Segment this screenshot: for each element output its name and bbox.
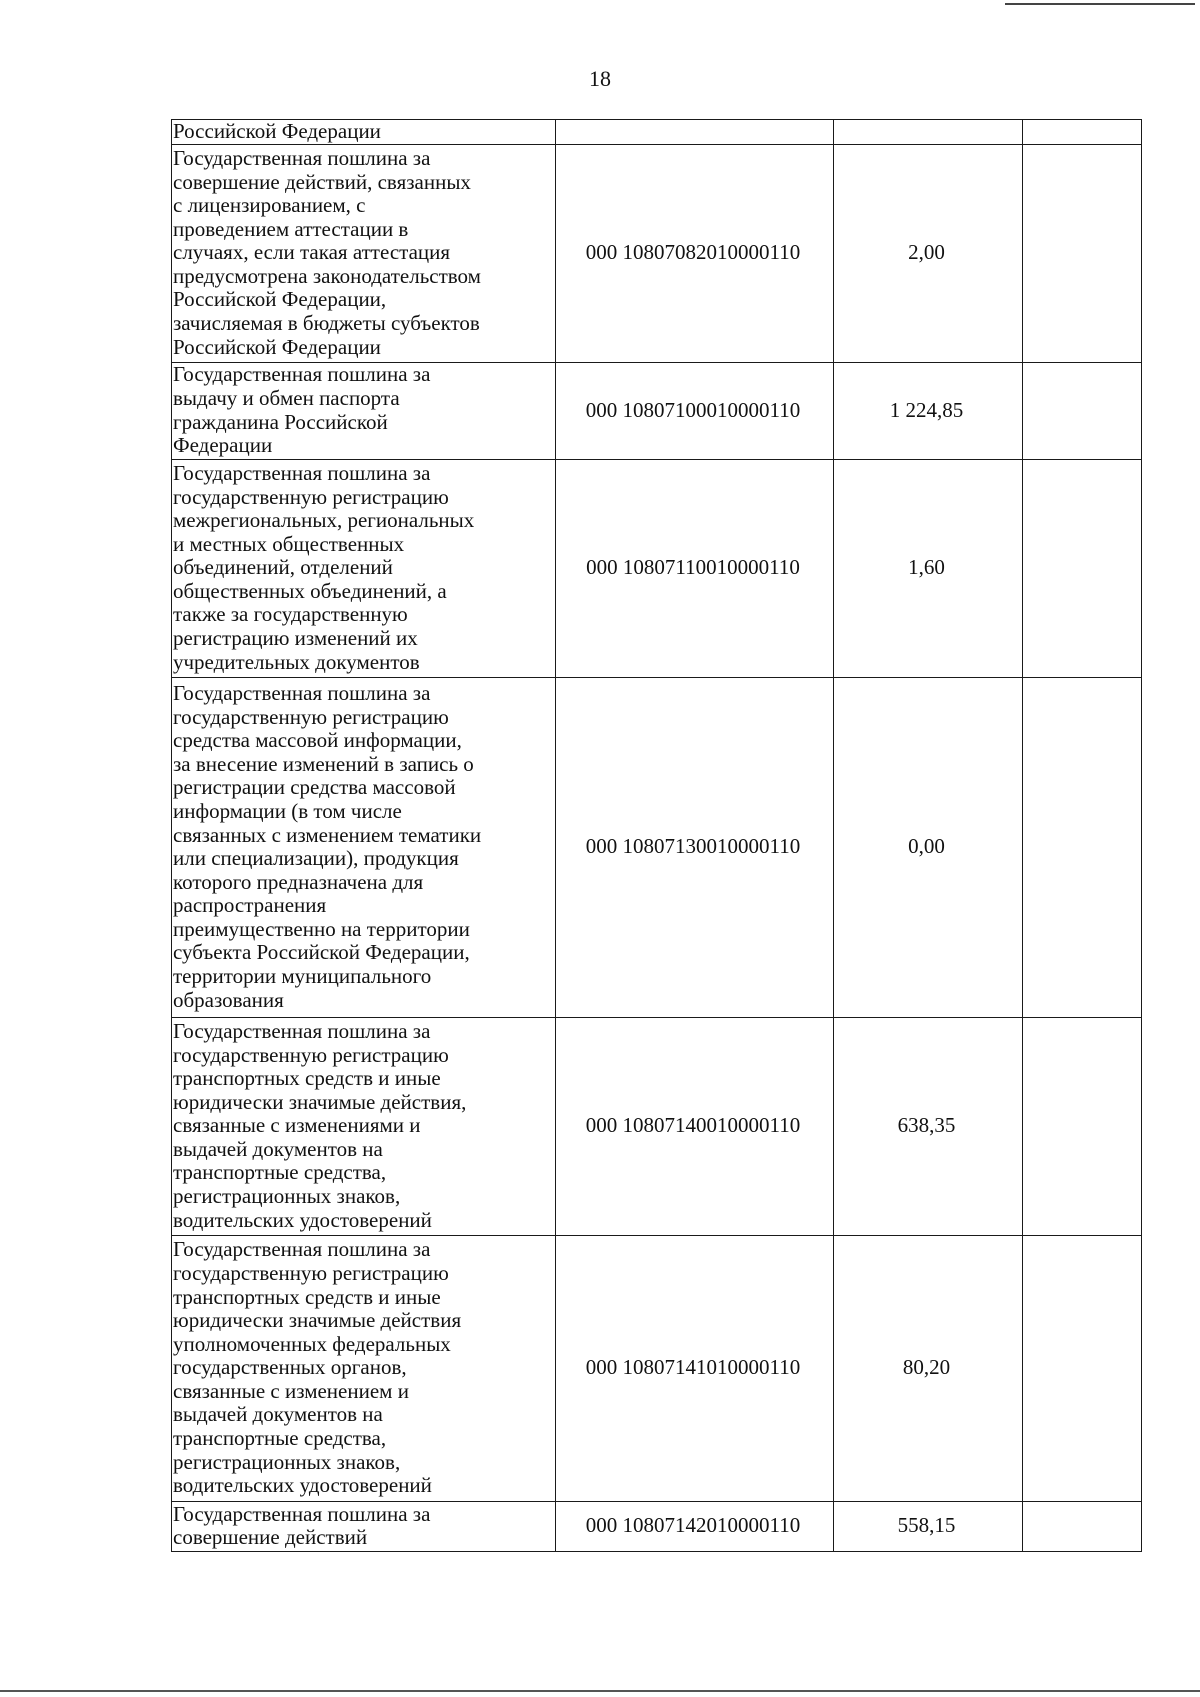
empty-cell	[1023, 362, 1142, 459]
budget-code-cell: 000 10807082010000110	[556, 144, 834, 362]
budget-code-cell: 000 10807142010000110	[556, 1501, 834, 1551]
revenue-table	[171, 119, 1142, 1552]
empty-cell	[1023, 677, 1142, 1017]
amount-cell: 0,00	[834, 677, 1023, 1017]
income-name-cell: Государственная пошлина за государственную регистрацию транспортных средств и иные юридически значимые действия уполномоченных федеральных государственных органов, связанные с изменением и выдачей документов на транспортные средства, регистрационных знаков, водительских удостоверений	[172, 1235, 556, 1501]
budget-code-cell: 000 10807140010000110	[556, 1017, 834, 1235]
table-row	[172, 1235, 1142, 1501]
table-row	[172, 677, 1142, 1017]
budget-code-cell: 000 10807130010000110	[556, 677, 834, 1017]
amount-cell	[834, 120, 1023, 145]
table-row	[172, 1017, 1142, 1235]
bottom-edge-rule	[0, 1690, 1200, 1692]
empty-cell	[1023, 144, 1142, 362]
empty-cell	[1023, 459, 1142, 677]
budget-code-cell: 000 10807100010000110	[556, 362, 834, 459]
income-name-cell: Российской Федерации	[172, 120, 556, 145]
income-name-cell: Государственная пошлина за совершение действий	[172, 1501, 556, 1551]
table-row	[172, 144, 1142, 362]
top-edge-rule	[1005, 3, 1195, 5]
budget-code-cell: 000 10807141010000110	[556, 1235, 834, 1501]
page-number: 18	[589, 66, 611, 91]
income-name-cell: Государственная пошлина за государственную регистрацию транспортных средств и иные юридически значимые действия, связанные с изменениями и выдачей документов на транспортные средства, регистрационных знаков, водительских удостоверений	[172, 1017, 556, 1235]
amount-cell: 558,15	[834, 1501, 1023, 1551]
table-row	[172, 362, 1142, 459]
income-name-cell: Государственная пошлина за государственную регистрацию средства массовой информации, за внесение изменений в запись о регистрации средства массовой информации (в том числе связанных с изменением тематики или специализации), продукция которого предназначена для распространения преимущественно на территории субъекта Российской Федерации, территории муниципального образования	[172, 677, 556, 1017]
budget-code-cell: 000 10807110010000110	[556, 459, 834, 677]
empty-cell	[1023, 120, 1142, 145]
empty-cell	[1023, 1235, 1142, 1501]
amount-cell: 1 224,85	[834, 362, 1023, 459]
budget-code-cell	[556, 120, 834, 145]
table-row	[172, 1501, 1142, 1551]
amount-cell: 80,20	[834, 1235, 1023, 1501]
empty-cell	[1023, 1501, 1142, 1551]
table-row	[172, 120, 1142, 145]
table-row	[172, 459, 1142, 677]
amount-cell: 638,35	[834, 1017, 1023, 1235]
income-name-cell: Государственная пошлина за совершение действий, связанных с лицензированием, с проведением аттестации в случаях, если такая аттестация предусмотрена законодательством Российской Федерации, зачисляемая в бюджеты субъектов Российской Федерации	[172, 144, 556, 362]
empty-cell	[1023, 1017, 1142, 1235]
amount-cell: 2,00	[834, 144, 1023, 362]
amount-cell: 1,60	[834, 459, 1023, 677]
income-name-cell: Государственная пошлина за выдачу и обмен паспорта гражданина Российской Федерации	[172, 362, 556, 459]
income-name-cell: Государственная пошлина за государственную регистрацию межрегиональных, региональных и местных общественных объединений, отделений общественных объединений, а также за государственную регистрацию изменений их учредительных документов	[172, 459, 556, 677]
